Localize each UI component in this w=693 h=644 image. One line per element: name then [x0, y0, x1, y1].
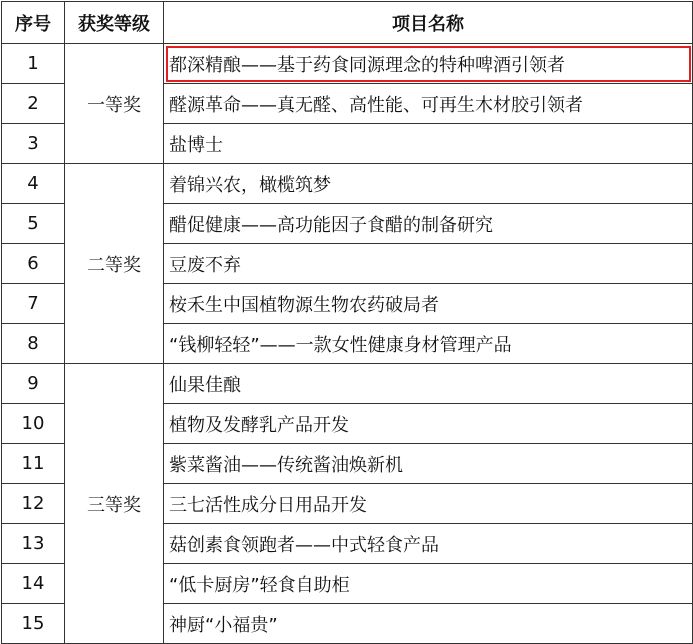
- project-name-cell: 紫菜酱油——传统酱油焕新机: [164, 444, 693, 484]
- serial-number-cell: 13: [2, 524, 65, 564]
- serial-number-cell: 2: [2, 84, 65, 124]
- header-project-name: 项目名称: [164, 2, 693, 44]
- serial-number-cell: 4: [2, 164, 65, 204]
- serial-number-cell: 11: [2, 444, 65, 484]
- serial-number-cell: 7: [2, 284, 65, 324]
- serial-number-cell: 5: [2, 204, 65, 244]
- serial-number-cell: 6: [2, 244, 65, 284]
- table-row: [2, 364, 693, 404]
- project-name-cell: “低卡厨房”轻食自助柜: [164, 564, 693, 604]
- project-name-cell: 神厨“小福贵”: [164, 604, 693, 644]
- serial-number-cell: 14: [2, 564, 65, 604]
- serial-number-cell: 15: [2, 604, 65, 644]
- serial-number-cell: 3: [2, 124, 65, 164]
- header-award-level: 获奖等级: [65, 2, 164, 44]
- project-name-cell: 醛源革命——真无醛、高性能、可再生木材胶引领者: [164, 84, 693, 124]
- project-name-cell: 盐博士: [164, 124, 693, 164]
- project-name-cell: “钱柳轻轻”——一款女性健康身材管理产品: [164, 324, 693, 364]
- project-name-cell: 植物及发酵乳产品开发: [164, 404, 693, 444]
- award-level-cell: 一等奖: [65, 44, 164, 164]
- table-body: [2, 44, 693, 644]
- serial-number-cell: 10: [2, 404, 65, 444]
- project-name-cell: 菇创素食领跑者——中式轻食产品: [164, 524, 693, 564]
- header-serial-number: 序号: [2, 2, 65, 44]
- serial-number-cell: 8: [2, 324, 65, 364]
- award-level-cell: 三等奖: [65, 364, 164, 644]
- serial-number-cell: 1: [2, 44, 65, 84]
- header-row: [2, 2, 693, 44]
- award-level-cell: 二等奖: [65, 164, 164, 364]
- project-name-cell-highlighted: 都深精酿——基于药食同源理念的特种啤酒引领者: [164, 44, 693, 84]
- serial-number-cell: 9: [2, 364, 65, 404]
- project-name-cell: 醋促健康——高功能因子食醋的制备研究: [164, 204, 693, 244]
- table-row: [2, 164, 693, 204]
- table-row: [2, 44, 693, 84]
- awards-table: [1, 1, 693, 644]
- project-name-cell: 仙果佳酿: [164, 364, 693, 404]
- project-name-cell: 豆废不弃: [164, 244, 693, 284]
- project-name-cell: 桉禾生中国植物源生物农药破局者: [164, 284, 693, 324]
- project-name-cell: 三七活性成分日用品开发: [164, 484, 693, 524]
- serial-number-cell: 12: [2, 484, 65, 524]
- project-name-cell: 着锦兴农，橄榄筑梦: [164, 164, 693, 204]
